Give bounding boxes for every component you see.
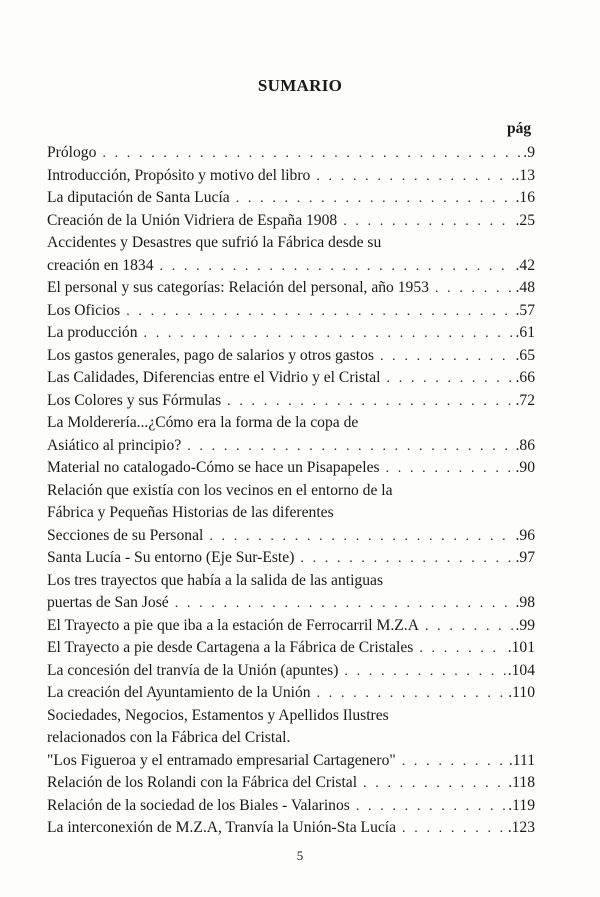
toc-entry-final-line: [47, 795, 535, 818]
toc-entry-line: Fábrica y Pequeñas Historias de las diferentes: [47, 504, 334, 521]
toc-entry: [47, 345, 535, 368]
toc-entry-final-line: [47, 210, 535, 233]
toc-entry-title: Material no catalogado-Cómo se hace un Pisapapeles: [47, 459, 380, 476]
toc-entry-page: .48: [515, 279, 535, 296]
toc-entry-title: Creación de la Unión Vidriera de España 1908: [47, 211, 338, 229]
toc-entry: [47, 547, 535, 570]
toc-entry: [47, 142, 535, 165]
toc-entry-title: La diputación de Santa Lucía: [47, 189, 230, 206]
toc-entry-page: .25: [515, 211, 535, 229]
toc-entry: [47, 480, 535, 548]
toc-entry-final-line: [47, 255, 535, 278]
toc-entry: [47, 412, 535, 457]
toc-entry-line: Accidentes y Desastres que sufrió la Fábrica desde su: [47, 234, 382, 251]
toc-entry-final-line: [47, 660, 535, 683]
toc-entry-final-line: [47, 637, 535, 660]
toc-entry: [47, 795, 535, 818]
toc-entry-page: .72: [515, 391, 535, 409]
toc-entry-page: .57: [515, 301, 535, 319]
toc-entry-page: .123: [507, 819, 535, 836]
toc-entry: [47, 615, 535, 638]
toc-entry-page: .96: [515, 526, 535, 544]
toc-entry: [47, 165, 535, 188]
toc-entry-final-line: [47, 277, 535, 300]
toc-entry-page: .111: [508, 751, 535, 769]
toc-entry-title: Los gastos generales, pago de salarios y otros gastos: [47, 346, 374, 364]
toc-entry-final-line: [47, 772, 535, 795]
toc-entry-final-line: [47, 187, 535, 210]
toc-entry-final-line: [47, 457, 535, 480]
toc-entry-final-line: [47, 300, 535, 323]
toc-entry-final-line: [47, 525, 535, 548]
page-title: SUMARIO: [257, 76, 343, 95]
toc-entry-title: El Trayecto a pie desde Cartagena a la Fábrica de Cristales: [47, 639, 414, 656]
toc-entry-final-line: [47, 547, 535, 570]
toc-entry: [47, 705, 535, 773]
toc-entry-title: Los Colores y sus Fórmulas: [47, 391, 222, 409]
toc-entry-title: La concesión del tranvía de la Unión (apuntes): [47, 661, 339, 679]
toc-entry-page: .118: [508, 774, 535, 791]
toc-entry-final-line: [47, 165, 535, 188]
toc-entry-line: Relación que existía con los vecinos en el entorno de la: [47, 481, 393, 499]
toc-entry-final-line: [47, 435, 535, 458]
page-column-label: pág: [507, 120, 532, 137]
dot-leader: [317, 683, 507, 706]
toc-entry-title: creación en 1834: [47, 256, 154, 274]
toc-entry-line: Sociedades, Negocios, Estamentos y Apellidos Ilustres: [47, 706, 389, 724]
dot-leader: [435, 278, 514, 301]
dot-leader: [187, 436, 513, 459]
toc-entry-final-line: [47, 345, 535, 368]
dot-leader: [344, 661, 505, 684]
toc-entry-title: Asiático al principio?: [47, 436, 182, 454]
dot-leader: [363, 773, 506, 796]
toc-entry-title: Santa Lucía - Su entorno (Eje Sur-Este): [47, 549, 295, 566]
dot-leader: [425, 616, 514, 639]
dot-leader: [419, 638, 505, 661]
toc-entry: [47, 772, 535, 795]
toc-entry-line: Los tres trayectos que había a la salida de las antiguas: [47, 571, 384, 589]
toc-entry-page: .65: [515, 346, 535, 364]
toc-entry: [47, 457, 535, 480]
toc-entry-page: .13: [515, 166, 535, 184]
table-of-contents: [47, 142, 535, 840]
toc-entry-page: .97: [515, 549, 535, 566]
toc-entry: [47, 570, 535, 615]
toc-entry-line: relacionados con la Fábrica del Cristal.: [47, 729, 291, 746]
toc-entry-final-line: [47, 390, 535, 413]
toc-entry-final-line: [47, 142, 535, 165]
toc-entry-page: .42: [515, 256, 535, 274]
dot-leader: [102, 143, 521, 166]
toc-entry: [47, 817, 535, 840]
toc-entry: [47, 660, 535, 683]
toc-entry-title: "Los Figueroa y el entramado empresarial Cartagenero": [47, 751, 396, 769]
toc-entry-page: .9: [523, 144, 535, 161]
toc-entry-page: .98: [515, 594, 535, 611]
toc-entry-page: .119: [508, 796, 535, 814]
dot-leader: [144, 323, 514, 346]
toc-entry: [47, 637, 535, 660]
toc-entry-title: La interconexión de M.Z.A, Tranvía la Unión-Sta Lucía: [47, 819, 397, 836]
toc-entry-page: .104: [507, 661, 535, 679]
dot-leader: [300, 548, 513, 571]
dot-leader: [402, 818, 506, 841]
toc-entry-page: .86: [515, 436, 535, 454]
toc-entry-final-line: [47, 322, 535, 345]
toc-entry-title: El Trayecto a pie que iba a la estación de Ferrocarril M.Z.A: [47, 616, 419, 634]
toc-entry: [47, 232, 535, 277]
toc-entry-title: Las Calidades, Diferencias entre el Vidrio y el Cristal: [47, 369, 381, 386]
toc-entry-page: .66: [515, 369, 535, 386]
toc-entry: [47, 682, 535, 705]
toc-entry: [47, 322, 535, 345]
toc-entry: [47, 300, 535, 323]
dot-leader: [356, 796, 506, 819]
toc-entry-title: Relación de los Rolandi con la Fábrica del Cristal: [47, 774, 358, 791]
dot-leader: [160, 256, 514, 279]
dot-leader: [386, 458, 514, 481]
toc-entry-title: Los Oficios: [47, 301, 121, 319]
dot-leader: [380, 346, 514, 369]
toc-entry-title: El personal y sus categorías: Relación del personal, año 1953: [47, 279, 429, 296]
toc-entry-final-line: [47, 592, 535, 615]
dot-leader: [126, 301, 513, 324]
toc-entry-title: La creación del Ayuntamiento de la Unión: [47, 684, 311, 701]
toc-entry-page: .101: [507, 639, 535, 656]
dot-leader: [387, 368, 514, 391]
toc-entry-final-line: [47, 615, 535, 638]
toc-entry: [47, 367, 535, 390]
toc-entry-page: .61: [515, 324, 535, 341]
toc-entry-title: Relación de la sociedad de los Biales - Valarinos: [47, 796, 350, 814]
toc-entry: [47, 277, 535, 300]
toc-entry: [47, 390, 535, 413]
dot-leader: [236, 188, 514, 211]
toc-entry-title: puertas de San José: [47, 594, 169, 611]
toc-entry-title: Prólogo: [47, 144, 97, 161]
toc-entry-title: La producción: [47, 324, 138, 341]
toc-entry-final-line: [47, 817, 535, 840]
toc-entry-page: .90: [515, 459, 535, 476]
toc-entry-title: Secciones de su Personal: [47, 526, 204, 544]
page-number: 5: [296, 848, 304, 863]
toc-entry-final-line: [47, 367, 535, 390]
toc-entry-page: .99: [515, 616, 535, 634]
toc-entry-line: La Molderería...¿Cómo era la forma de la copa de: [47, 414, 359, 431]
dot-leader: [175, 593, 514, 616]
dot-leader: [209, 526, 513, 549]
dot-leader: [343, 211, 513, 234]
toc-entry-title: Introducción, Propósito y motivo del libro: [47, 166, 311, 184]
toc-entry-page: .16: [515, 189, 535, 206]
dot-leader: [316, 166, 513, 189]
dot-leader: [402, 751, 507, 774]
toc-entry-page: .110: [508, 684, 535, 701]
toc-entry-final-line: [47, 750, 535, 773]
dot-leader: [227, 391, 513, 414]
toc-entry: [47, 187, 535, 210]
toc-entry-final-line: [47, 682, 535, 705]
toc-entry: [47, 210, 535, 233]
